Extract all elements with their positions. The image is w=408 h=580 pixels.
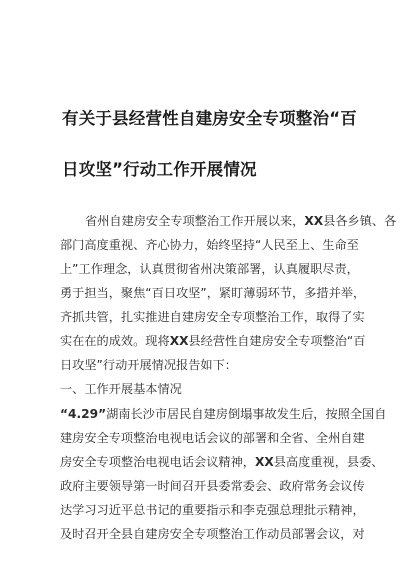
paragraph-1-line-2: 部门高度重视、齐心协力，始终坚持“人民至上、生命至 xyxy=(60,238,359,252)
paragraph-1-line-4: 勇于担当，聚焦“百日攻坚”，紧盯薄弱环节，多措并举， xyxy=(60,286,366,300)
text-run: 县高度重视，县委、 xyxy=(273,455,384,469)
text-run-bold: “4.29” xyxy=(60,407,107,421)
text-run: 县各乡镇、各 xyxy=(323,214,397,228)
paragraph-2-line-5: 达学习习近平总书记的重要指示和李克强总理批示精神， xyxy=(60,503,365,517)
document-title-line-1: 有关于县经营性自建房安全专项整治“百 xyxy=(62,109,357,128)
document-title-line-2: 日攻坚”行动工作开展情况 xyxy=(62,160,257,179)
text-run: 湖南长沙市居民自建房倒塌事故发生后，按照全国自 xyxy=(106,407,387,421)
text-run: 县经营性自建房安全专项整治“百 xyxy=(188,334,366,348)
paragraph-2-line-6: 及时召开全县自建房安全专项整治工作动员部署会议，对 xyxy=(60,527,365,541)
text-run-bold: XX xyxy=(255,455,274,469)
paragraph-1-line-1 xyxy=(85,213,396,229)
paragraph-1-line-3: 上”工作理念，认真贯彻省州决策部署，认真履职尽责， xyxy=(60,262,359,276)
paragraph-1-line-5: 齐抓共管，扎实推进自建房安全专项整治工作，取得了实 xyxy=(60,310,365,324)
paragraph-2-line-4: 政府主要领导第一时间召开县委常委会、政府常务会议传 xyxy=(60,479,365,493)
text-run-bold: XX xyxy=(169,334,189,348)
text-run: 省州自建房安全专项整治工作开展以来， xyxy=(85,214,305,228)
text-run-bold: XX xyxy=(304,214,324,228)
paragraph-1-line-6 xyxy=(60,333,365,349)
paragraph-2-line-2: 建房安全专项整治电视电话会议的部署和全省、全州自建 xyxy=(60,431,365,445)
paragraph-2-line-3 xyxy=(60,454,383,470)
paragraph-1-line-7: 日攻坚”行动开展情况报告如下： xyxy=(60,358,237,372)
text-run: 房安全专项整治电视电话会议精神， xyxy=(60,455,255,469)
text-run: 实在在的成效。现将 xyxy=(60,334,170,348)
paragraph-2-line-1 xyxy=(60,406,386,422)
section-heading: 一、工作开展基本情况 xyxy=(60,382,182,396)
